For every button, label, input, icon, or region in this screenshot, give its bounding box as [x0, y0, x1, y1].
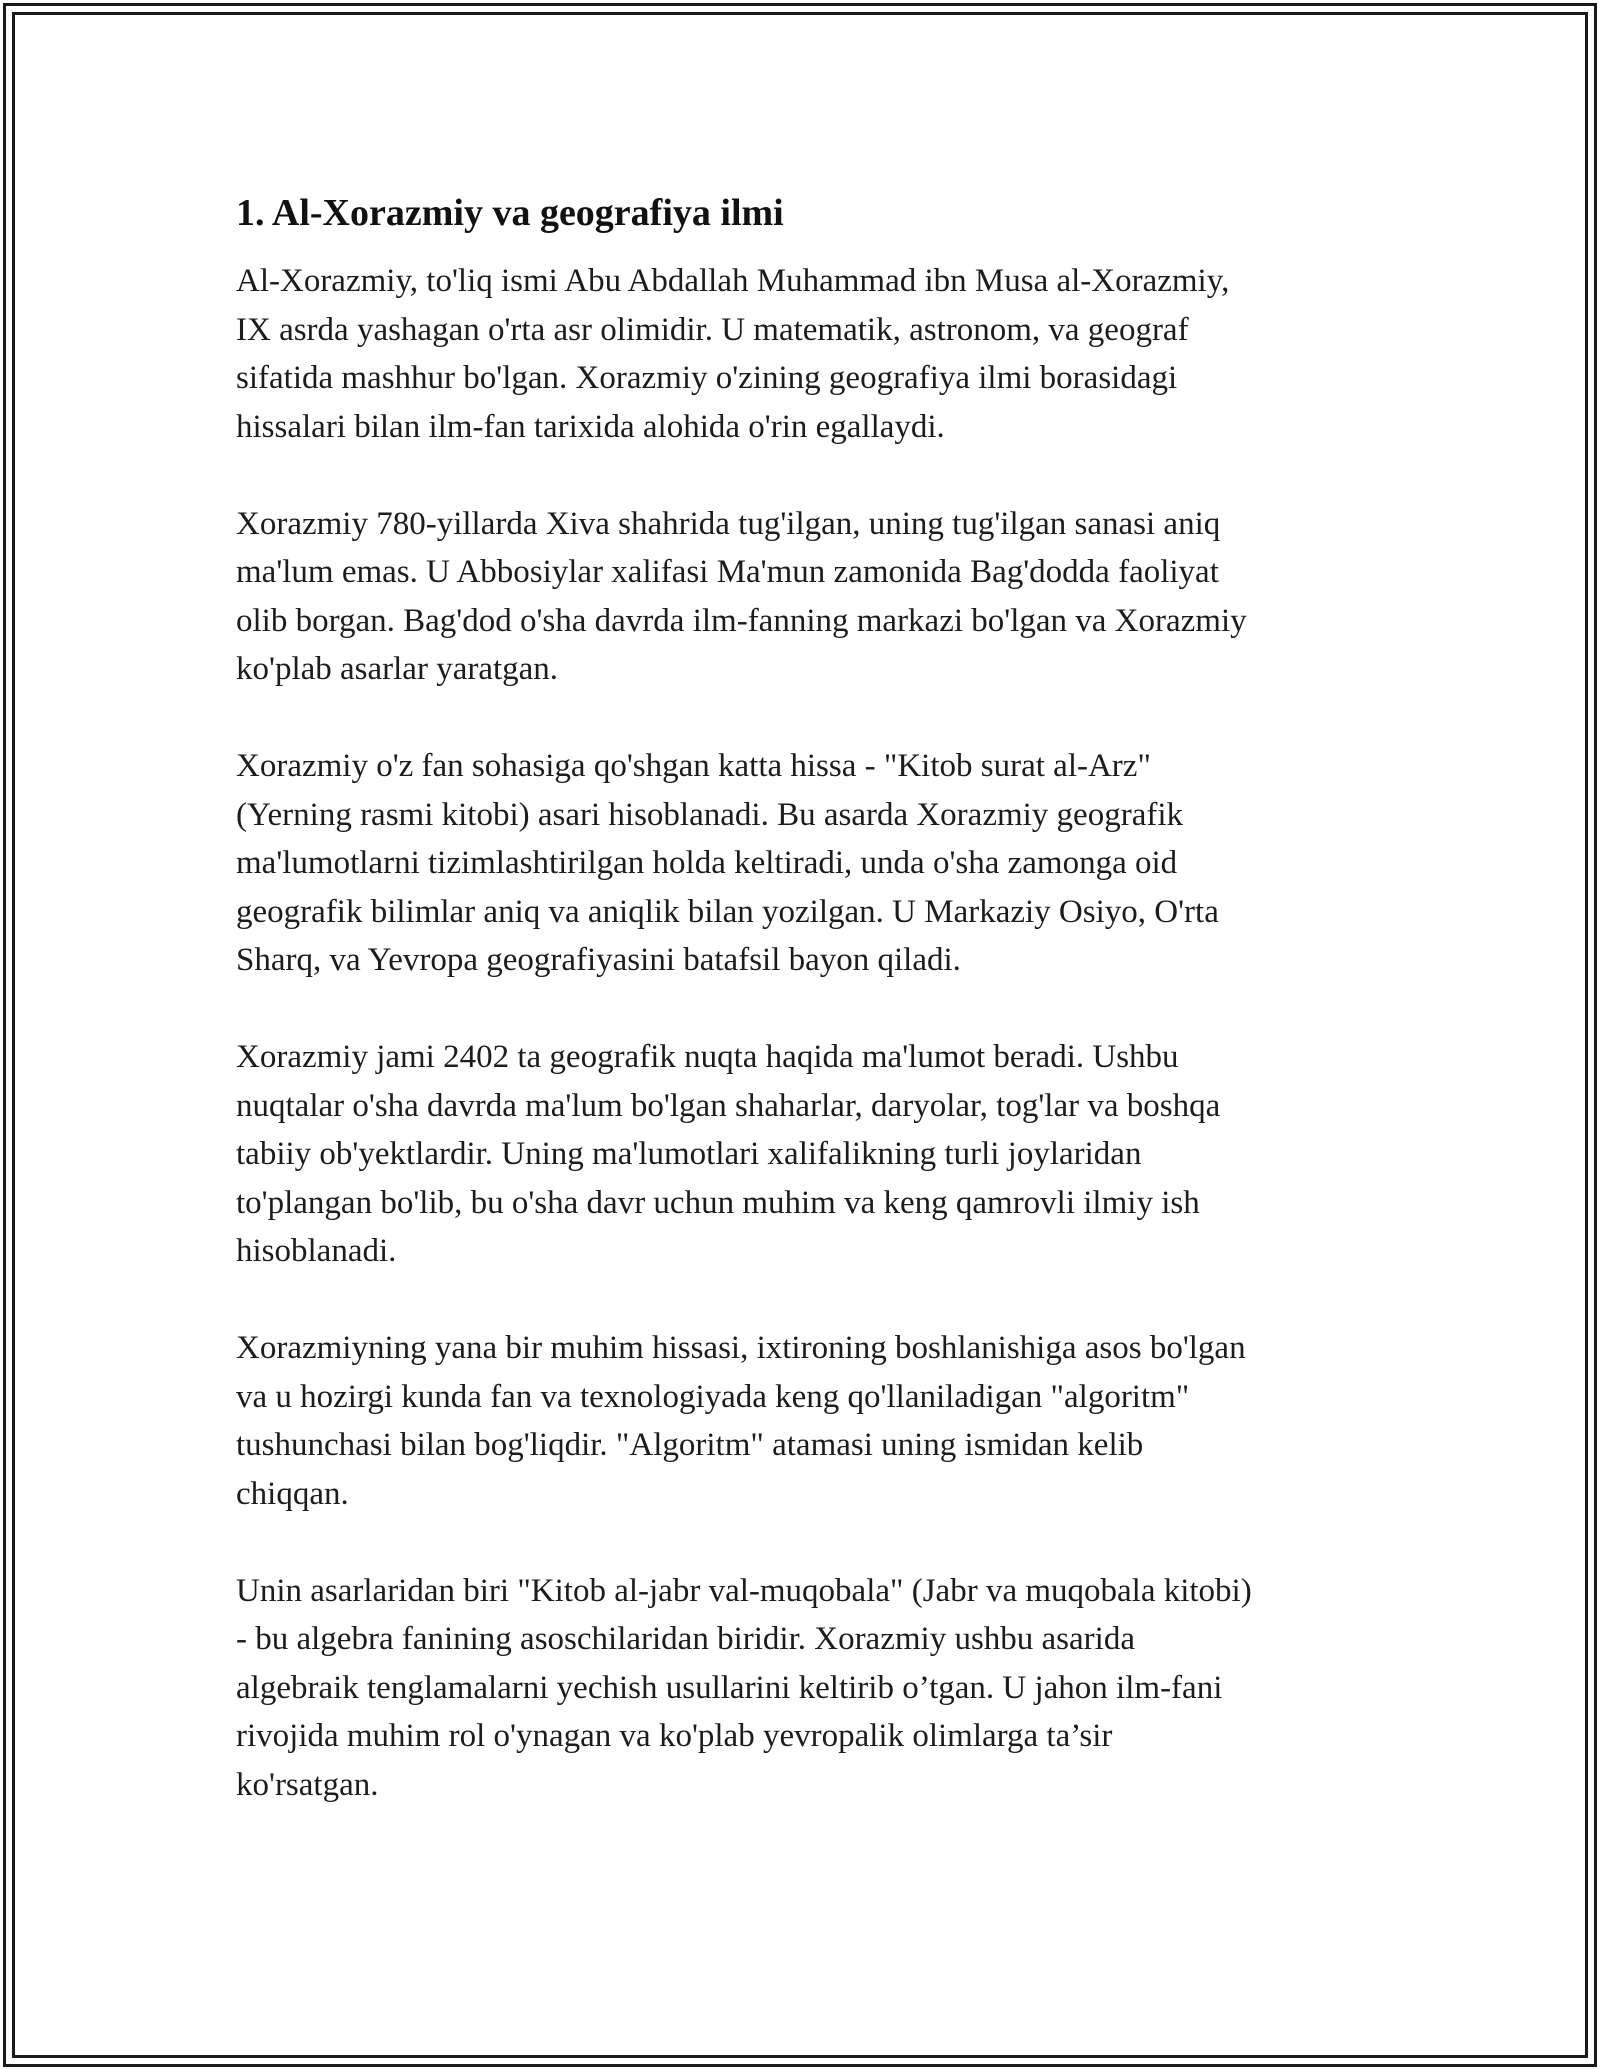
text-line: ko'rsatgan.: [236, 1766, 379, 1803]
paragraph-algorithm: [236, 1324, 1396, 1518]
text-line: Xorazmiy o'z fan sohasiga qo'shgan katta hissa - "Kitob surat al-Arz": [236, 748, 1151, 784]
text-line: Al-Xorazmiy, to'liq ismi Abu Abdallah Muhammad ibn Musa al-Xorazmiy,: [236, 263, 1230, 299]
text-line: Sharq, va Yevropa geografiyasini batafsil bayon qiladi.: [236, 942, 961, 978]
text-line: Xorazmiyning yana bir muhim hissasi, ixtironing boshlanishiga asos bo'lgan: [236, 1330, 1246, 1366]
text-line: IX asrda yashagan o'rta asr olimidir. U matematik, astronom, va geograf: [236, 311, 1189, 348]
text-line: va u hozirgi kunda fan va texnologiyada keng qo'llaniladigan "algoritm": [236, 1378, 1190, 1415]
paragraph-intro: [236, 257, 1396, 451]
text-line: ma'lumotlarni tizimlashtirilgan holda keltiradi, unda o'sha zamonga oid: [236, 845, 1178, 881]
text-line: hisoblanadi.: [236, 1233, 397, 1269]
text-line: sifatida mashhur bo'lgan. Xorazmiy o'zining geografiya ilmi borasidagi: [236, 360, 1178, 396]
text-line: to'plangan bo'lib, bu o'sha davr uchun muhim va keng qamrovli ilmiy ish: [236, 1184, 1200, 1221]
text-line: tabiiy ob'yektlardir. Uning ma'lumotlari xalifalikning turli joylaridan: [236, 1136, 1142, 1172]
text-line: nuqtalar o'sha davrda ma'lum bo'lgan shaharlar, daryolar, tog'lar va boshqa: [236, 1087, 1221, 1124]
text-line: rivojida muhim rol o'ynagan va ko'plab yevropalik olimlarga ta’sir: [236, 1718, 1113, 1754]
paragraph-birth: [236, 500, 1396, 694]
text-line: ko'plab asarlar yaratgan.: [236, 651, 559, 687]
document-title: 1. Al-Xorazmiy va geografiya ilmi: [236, 192, 784, 234]
paragraph-geographic-points: [236, 1033, 1396, 1276]
text-line: ma'lum emas. U Abbosiylar xalifasi Ma'mun zamonida Bag'dodda faoliyat: [236, 554, 1219, 590]
paragraph-algebra: [236, 1567, 1396, 1810]
text-line: - bu algebra fanining asoschilaridan biridir. Xorazmiy ushbu asarida: [236, 1621, 1135, 1657]
text-line: Unin asarlaridan biri "Kitob al-jabr val-muqobala" (Jabr va muqobala kitobi): [236, 1572, 1252, 1609]
text-line: geografik bilimlar aniq va aniqlik bilan yozilgan. U Markaziy Osiyo, O'rta: [236, 893, 1219, 930]
text-line: (Yerning rasmi kitobi) asari hisoblanadi. Bu asarda Xorazmiy geografik: [236, 796, 1183, 833]
text-line: Xorazmiy 780-yillarda Xiva shahrida tug'ilgan, uning tug'ilgan sanasi aniq: [236, 505, 1221, 542]
text-line: hissalari bilan ilm-fan tarixida alohida o'rin egallaydi.: [236, 408, 945, 445]
text-line: Xorazmiy jami 2402 ta geografik nuqta haqida ma'lumot beradi. Ushbu: [236, 1039, 1179, 1075]
text-line: algebraik tenglamalarni yechish usullarini keltirib o’tgan. U jahon ilm-fani: [236, 1669, 1223, 1706]
text-line: tushunchasi bilan bog'liqdir. "Algoritm" atamasi uning ismidan kelib: [236, 1427, 1144, 1463]
text-line: chiqqan.: [236, 1475, 349, 1512]
paragraph-kitob-surat: [236, 742, 1396, 985]
text-line: olib borgan. Bag'dod o'sha davrda ilm-fanning markazi bo'lgan va Xorazmiy: [236, 602, 1247, 639]
document-body: [236, 185, 1396, 1858]
